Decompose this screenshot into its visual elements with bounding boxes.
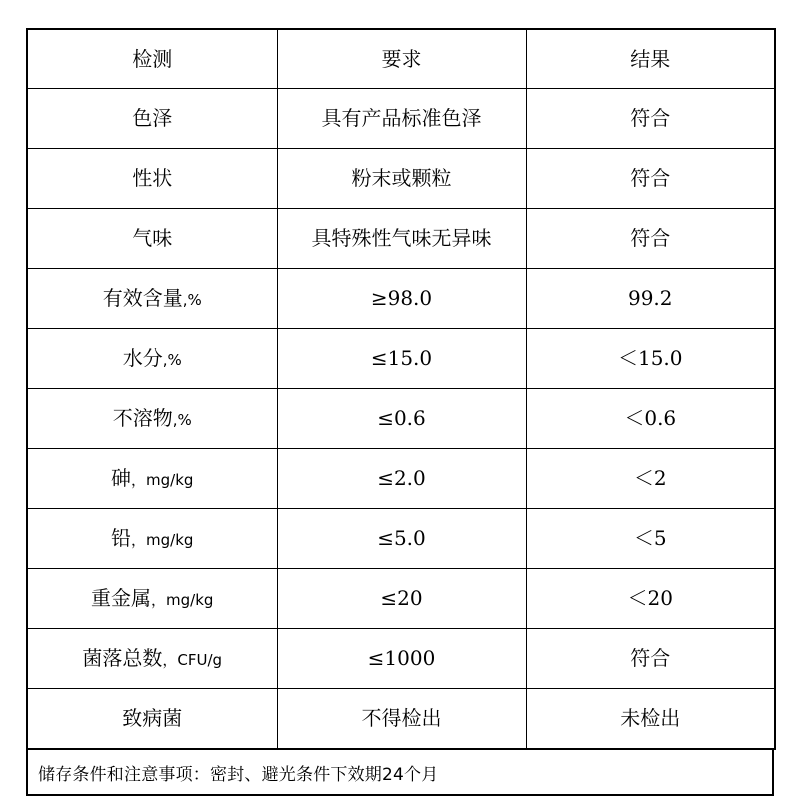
cell-item: 有效含量,%	[27, 269, 277, 329]
cell-requirement: ≤0.6	[277, 389, 526, 449]
cell-result: ＜0.6	[526, 389, 775, 449]
cell-item: 重金属，mg/kg	[27, 569, 277, 629]
storage-note: 储存条件和注意事项：密封、避光条件下效期24个月	[26, 750, 774, 796]
table-row	[27, 509, 775, 569]
cell-requirement: ≤15.0	[277, 329, 526, 389]
cell-item: 砷，mg/kg	[27, 449, 277, 509]
cell-item: 气味	[27, 209, 277, 269]
table-body	[27, 29, 775, 749]
cell-item: 水分,%	[27, 329, 277, 389]
cell-item: 菌落总数，CFU/g	[27, 629, 277, 689]
cell-requirement: ≤2.0	[277, 449, 526, 509]
table-row	[27, 89, 775, 149]
cell-requirement: 具特殊性气味无异味	[277, 209, 526, 269]
table-row	[27, 149, 775, 209]
column-header-item: 检测	[27, 29, 277, 89]
specification-table	[26, 28, 776, 750]
cell-requirement: ≥98.0	[277, 269, 526, 329]
cell-result: ＜20	[526, 569, 775, 629]
cell-result: 符合	[526, 149, 775, 209]
cell-requirement: ≤1000	[277, 629, 526, 689]
cell-result: ＜2	[526, 449, 775, 509]
cell-item: 不溶物,%	[27, 389, 277, 449]
table-row	[27, 629, 775, 689]
table-row	[27, 389, 775, 449]
cell-item: 色泽	[27, 89, 277, 149]
column-header-requirement: 要求	[277, 29, 526, 89]
table-row	[27, 569, 775, 629]
cell-requirement: 不得检出	[277, 689, 526, 750]
table-header-row	[27, 29, 775, 89]
cell-result: 符合	[526, 209, 775, 269]
column-header-result: 结果	[526, 29, 775, 89]
table-row	[27, 449, 775, 509]
table-row	[27, 329, 775, 389]
cell-item: 性状	[27, 149, 277, 209]
table-row	[27, 689, 775, 750]
cell-requirement: ≤5.0	[277, 509, 526, 569]
cell-item: 致病菌	[27, 689, 277, 750]
cell-result: 未检出	[526, 689, 775, 750]
cell-result: 符合	[526, 89, 775, 149]
cell-requirement: 粉末或颗粒	[277, 149, 526, 209]
cell-result: 99.2	[526, 269, 775, 329]
table-row	[27, 269, 775, 329]
cell-item: 铅，mg/kg	[27, 509, 277, 569]
cell-requirement: ≤20	[277, 569, 526, 629]
cell-result: ＜5	[526, 509, 775, 569]
cell-requirement: 具有产品标准色泽	[277, 89, 526, 149]
cell-result: ＜15.0	[526, 329, 775, 389]
table-row	[27, 209, 775, 269]
cell-result: 符合	[526, 629, 775, 689]
